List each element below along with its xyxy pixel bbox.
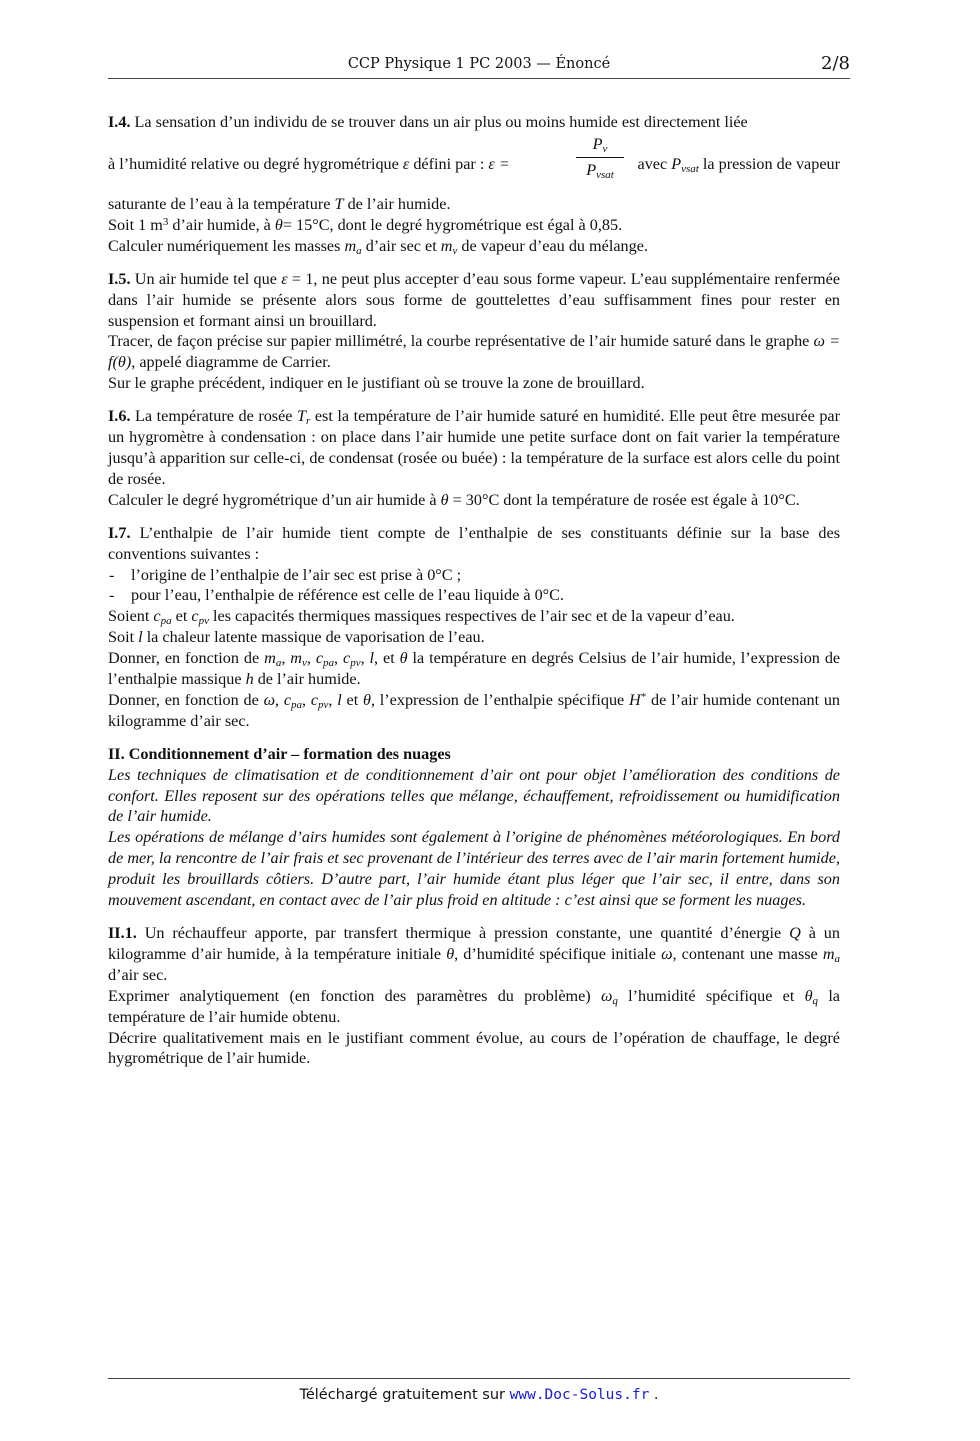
section-II1: II.1. Un réchauffeur apporte, par transfert thermique à pression constante, une quantité d’énergie Q à un kilogramme d’air humide, à la température initiale θ, d’humidité spécifique initiale ω, contenant une masse $m_a$ d’air sec. Exprimer analytiquement (en fonction des paramètres du problème) $\omega_q$ l’humidité spécifique et $\theta_q$ la température de l’air humide obtenu. Décrire qualitativement mais en le justifiant comment évolue, au cours de l’opération de chauffage, le degré hygrométrique de l’air humide. [108, 924, 841, 1068]
page-footer: Téléchargé gratuitement sur www.Doc-Solus.fr . [108, 1378, 850, 1403]
section-I5: I.5. Un air humide tel que ε = 1, ne peut plus accepter d’eau sous forme vapeur. L’eau supplémentaire renfermée dans l’air humide se présente alors sous forme de gouttelettes d’eau suffisamment fines pour rester en suspension et formant ainsi un brouillard. Tracer, de façon précise sur papier millimétré, la courbe représentative de l’air humide saturé dans le graphe ω = f(θ), appelé diagramme de Carrier. Sur le graphe précédent, indiquer en le justifiant où se trouve la zone de brouillard. [108, 269, 841, 393]
document-title: CCP Physique 1 PC 2003 — Énoncé [347, 56, 611, 72]
conventions-list [108, 565, 840, 607]
section-I7: I.7. L’enthalpie de l’air humide tient compte de l’enthalpie de ses constituants définie sur la base des conventions suivantes : - l’origine de l’enthalpie de l’air sec est prise à 0°C ; - pour l’eau, l’enthalpie de référence est celle de l’eau liquide à 0°C. Soient $c_{pa}$ et $c_{pv}$ les capacités thermiques massiques respectives de l’air sec et de la vapeur d’eau. Soit l la chaleur latente massique de vaporisation de l’eau. Donner, en fonction de $m_a$, $m_v$, $c_{pa}$, $c_{pv}$, l, et θ la température en degrés Celsius de l’air humide, l’expression de l’enthalpie massique h de l’air humide. Donner, en fonction de ω, $c_{pa}$, $c_{pv}$, l et θ, l’expression de l’enthalpie spécifique H* de l’air humide contenant un kilogramme d’air sec. [108, 523, 840, 732]
question-number: I.7. [108, 523, 131, 542]
question-number: I.6. [108, 407, 131, 426]
fraction-bar [576, 157, 624, 158]
page-header [108, 53, 850, 79]
site-link[interactable]: www.Doc-Solus.fr [509, 1387, 650, 1403]
section-heading: II. Conditionnement d’air – formation des nuages [108, 744, 451, 763]
paragraph-with-fraction: I.4. La sensation d’un individu de se trouver dans un air plus ou moins humide est directement liée à l’humidité relative ou degré hygrométrique ε défini par : ε = $P_v$ $P_{vsat}$ avec $P_{vsat}$ la pression de vapeur [108, 113, 840, 181]
main-content [108, 112, 840, 1081]
intro-paragraph: Les techniques de climatisation et de conditionnement d’air ont pour objet l’amélioration des conditions de confort. Elles reposent sur des opérations telles que mélange, échauffement, refroidissement ou humidification de l’air humide. [108, 765, 840, 826]
intro-paragraph: Les opérations de mélange d’airs humides sont également à l’origine de phénomènes météorologiques. En bord de mer, la rencontre de l’air frais et sec provenant de l’intérieur des terres avec de l’air marin fortement humide, produit les brouillards côtiers. D’autre part, l’air humide étant plus léger que l’air sec, il entre, dans son mouvement ascendant, en contact avec de l’air plus froid en altitude : c’est ainsi que se forment les nuages. [108, 828, 840, 910]
list-item: - pour l’eau, l’enthalpie de référence est celle de l’eau liquide à 0°C. [108, 585, 840, 606]
section-I4: I.4. La sensation d’un individu de se trouver dans un air plus ou moins humide est directement liée à l’humidité relative ou degré hygrométrique ε défini par : ε = $P_v$ $P_{vsat}$ avec $P_{vsat}$ la pression de vapeur saturante de l’eau à la température T de l’air humide. Soit 1 $m^3$ d’air humide, à θ= 15°C, dont le degré hygrométrique est égal à 0,85. Calculer numériquement les masses $m_a$ d’air sec et $m_v$ de vapeur d’eau du mélange. [108, 113, 840, 257]
question-number: I.4. [108, 113, 131, 131]
section-I6: I.6. La température de rosée $T_r$ est la température de l’air humide saturé en humidité. Elle peut être mesurée par un hygromètre à condensation : on place dans l’air humide une petite surface dont on fait varier la température jusqu’à apparition sur celle-ci, de condensat (rosée ou buée) : la température de la surface est alors celle du point de rosée. Calculer le degré hygrométrique d’un air humide à θ = 30°C dont la température de rosée est égale à 10°C. [108, 407, 841, 509]
question-number: II.1. [108, 924, 137, 942]
page-number: 2/8 [821, 53, 850, 74]
question-number: I.5. [108, 269, 131, 288]
list-item: - l’origine de l’enthalpie de l’air sec est prise à 0°C ; [108, 565, 840, 586]
section-II [108, 744, 840, 911]
